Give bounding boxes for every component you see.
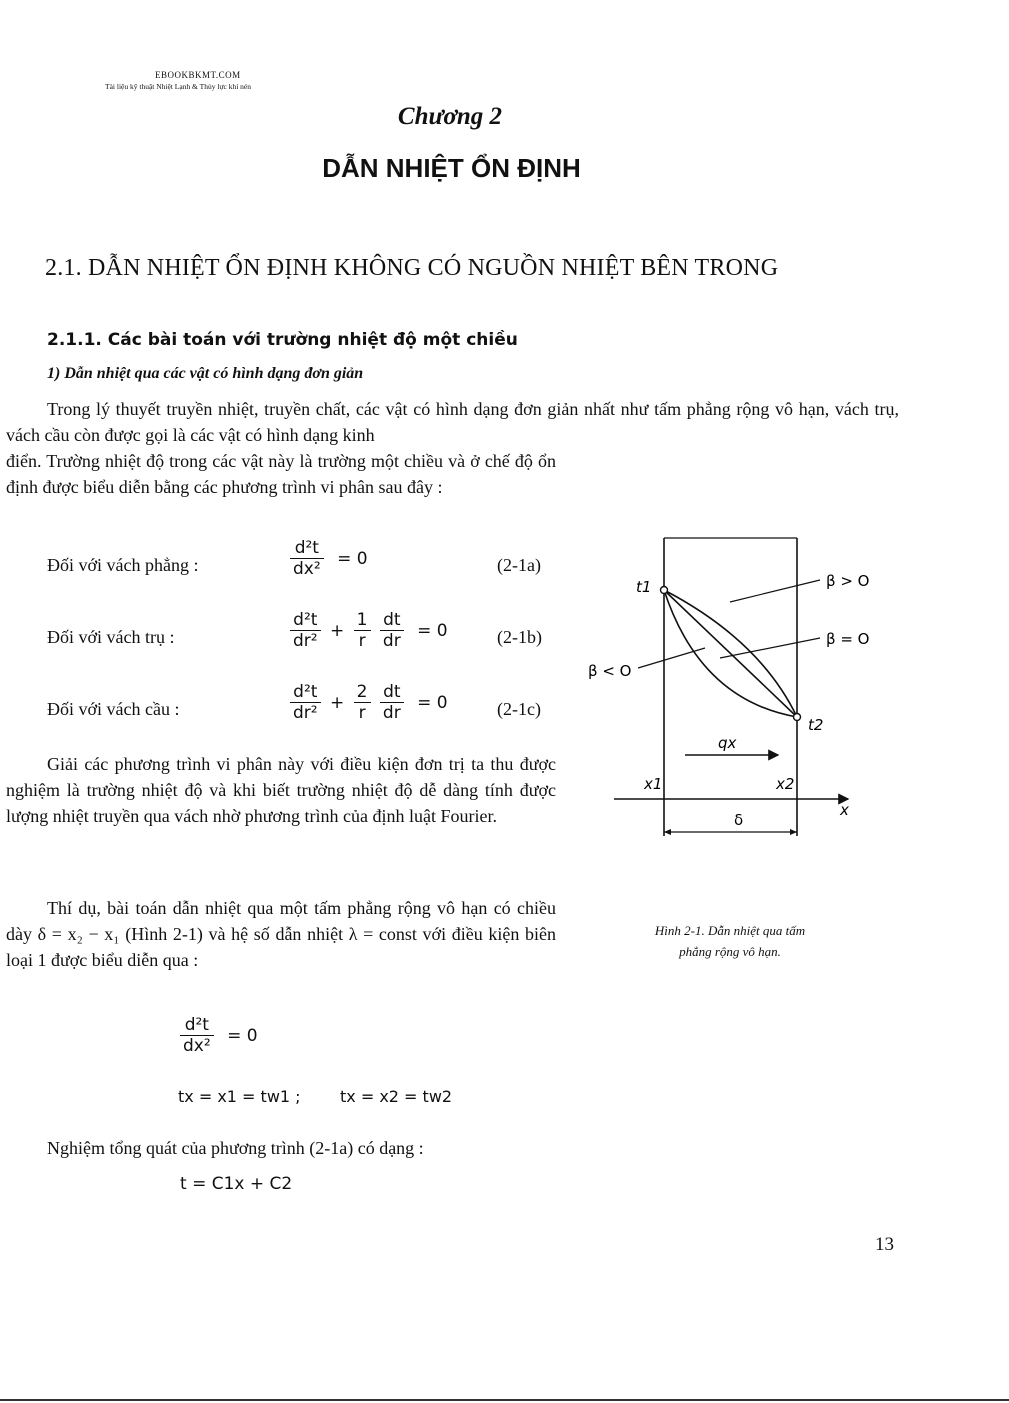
eq2-numerator: d²t <box>293 610 318 630</box>
eq3-rhs: = 0 <box>417 692 448 713</box>
eq2-coef: 1 <box>356 610 368 630</box>
label-beta-negative: β < O <box>588 662 632 680</box>
eq2-rhs: = 0 <box>417 620 448 641</box>
leader-beta-zero <box>720 638 820 658</box>
eq2-denominator: dr² <box>290 630 321 651</box>
example-rhs: = 0 <box>227 1025 258 1046</box>
eq2-number: (2-1b) <box>497 627 542 647</box>
paragraph-intro <box>6 396 899 448</box>
label-delta: δ <box>734 811 744 829</box>
watermark-tagline: Tài liệu kỹ thuật Nhiệt Lạnh & Thủy lực khí nén <box>105 82 251 91</box>
figure-plane-wall <box>580 530 900 850</box>
figure-caption <box>600 920 860 962</box>
eq3-number: (2-1c) <box>497 699 541 719</box>
line-beta-zero <box>664 590 797 717</box>
label-beta-zero: β = O <box>826 630 870 648</box>
eq3-dt: dt <box>383 682 401 702</box>
label-x: x <box>840 801 849 819</box>
paragraph-intro-continued: điển. Trường nhiệt độ trong các vật này là trường một chiều và ở chế độ ổn định được biểu diễn bằng các phương trình vi phân sau đây : <box>6 451 556 497</box>
leader-beta-negative <box>638 648 705 668</box>
example-denominator: dx² <box>180 1035 214 1056</box>
general-solution: t = C1x + C2 <box>180 1174 293 1194</box>
eq2-dr: dr <box>380 630 404 651</box>
eq1-label: Đối với vách phẳng : <box>47 555 199 575</box>
eq2-fraction-main <box>290 610 321 651</box>
label-x2: x2 <box>776 775 795 793</box>
paragraph-solution: Giải các phương trình vi phân này với điều kiện đơn trị ta thu được nghiệm là trường nhiệt độ và khi biết trường nhiệt độ dễ dàng tính được lượng nhiệt truyền qua vách nhờ phương trình của định luật Fourier. <box>6 754 556 826</box>
page-bottom-border <box>0 1399 1009 1401</box>
eq3-numerator: d²t <box>293 682 318 702</box>
eq2-formula <box>290 610 448 651</box>
eq1-fraction <box>290 538 324 579</box>
example-numerator: d²t <box>184 1015 209 1035</box>
paragraph-example: Thí dụ, bài toán dẫn nhiệt qua một tấm phẳng rộng vô hạn có chiều dày δ = x₂ − x₁ (Hình 2-1) và hệ số dẫn nhiệt λ = const với điều kiện biên loại 1 được biểu diễn qua : <box>6 898 556 970</box>
eq1-rhs: = 0 <box>337 548 368 569</box>
label-qx: qx <box>718 734 737 752</box>
thickness-arrow-left <box>664 829 671 835</box>
eq1-numerator: d²t <box>294 538 319 558</box>
chapter-label: Chương 2 <box>397 103 503 130</box>
figure-caption-line2: phẳng rộng vô hạn. <box>679 944 781 959</box>
eq2-r: r <box>354 630 371 651</box>
eq3-plus: + <box>330 692 345 713</box>
label-t2: t2 <box>808 716 824 734</box>
point-t1 <box>661 587 668 594</box>
eq3-denominator: dr² <box>290 702 321 723</box>
example-fraction <box>180 1015 214 1056</box>
eq2-dt: dt <box>383 610 401 630</box>
figure-caption-line1: Hình 2-1. Dẫn nhiệt qua tấm <box>654 923 806 938</box>
eq3-coef: 2 <box>356 682 368 702</box>
paragraph-intro-text: Trong lý thuyết truyền nhiệt, truyền chất, các vật có hình dạng đơn giản nhất như tấm phẳng rộng vô hạn, vách trụ, vách cầu còn được gọi là các vật có hình dạng kinh <box>6 399 899 445</box>
eq1-denominator: dx² <box>290 558 324 579</box>
label-t1: t1 <box>636 578 652 596</box>
eq1-formula <box>290 538 368 579</box>
eq3-label: Đối với vách cầu : <box>47 699 180 719</box>
example-equation <box>180 1015 258 1056</box>
eq3-fraction-main <box>290 682 321 723</box>
label-x1: x1 <box>644 775 663 793</box>
eq3-r: r <box>354 702 371 723</box>
eq3-fraction-coef <box>354 682 371 723</box>
eq1-number: (2-1a) <box>497 555 541 575</box>
item-heading: 1) Dẫn nhiệt qua các vật có hình dạng đơn giản <box>47 365 364 382</box>
subsection-heading: 2.1.1. Các bài toán với trường nhiệt độ một chiều <box>47 330 518 350</box>
label-beta-positive: β > O <box>826 572 870 590</box>
section-heading: 2.1. DẪN NHIỆT ỔN ĐỊNH KHÔNG CÓ NGUỒN NHIỆT BÊN TRONG <box>45 255 779 281</box>
boundary-condition-2: tx = x2 = tw2 <box>340 1087 453 1106</box>
eq2-label: Đối với vách trụ : <box>47 627 175 647</box>
eq3-formula <box>290 682 448 723</box>
thickness-arrow-right <box>790 829 797 835</box>
paragraph-general-solution: Nghiệm tổng quát của phương trình (2-1a) có dạng : <box>47 1138 424 1158</box>
watermark-site: EBOOKBKMT.COM <box>155 70 241 80</box>
boundary-condition-1: tx = x1 = tw1 ; <box>178 1087 301 1106</box>
chapter-title: DẪN NHIỆT ỔN ĐỊNH <box>322 153 581 183</box>
leader-beta-positive <box>730 580 820 602</box>
eq2-plus: + <box>330 620 345 641</box>
point-t2 <box>794 714 801 721</box>
page-number: 13 <box>875 1234 894 1255</box>
eq2-fraction-coef <box>354 610 371 651</box>
eq3-fraction-dt <box>380 682 404 723</box>
eq2-fraction-dt <box>380 610 404 651</box>
eq3-dr: dr <box>380 702 404 723</box>
